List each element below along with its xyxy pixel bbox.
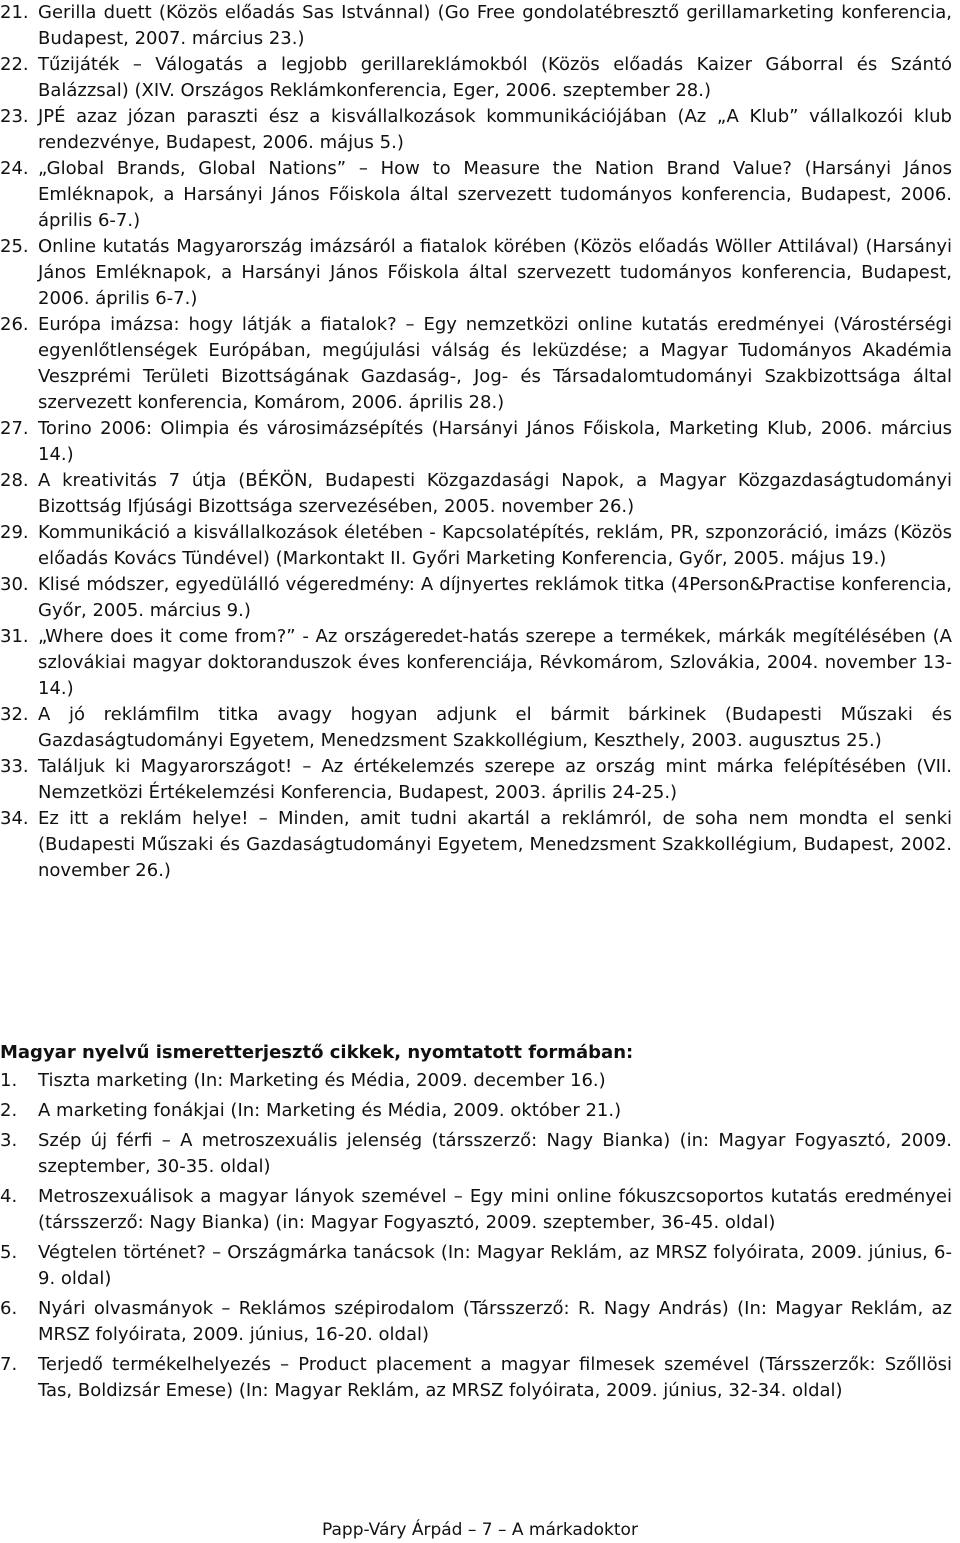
item-text: Nyári olvasmányok – Reklámos szépirodalom (Társszerző: R. Nagy András) (In: Magyar Reklám, az MRSZ folyóirata, 2009. június, 16-20. oldal) [38,1298,952,1345]
item-number: 23. [0,106,29,127]
item-number: 27. [0,418,29,439]
item-number: 30. [0,574,29,595]
item-number: 24. [0,158,29,179]
articles-list [0,1068,956,1408]
list-item [0,468,956,520]
item-text: A kreativitás 7 útja (BÉKÖN, Budapesti Közgazdasági Napok, a Magyar Közgazdaságtudományi Bizottság Ifjúsági Bizottsága szervezésében, 2005. november 26.) [38,470,952,517]
item-number: 29. [0,522,29,543]
item-number: 7. [0,1354,18,1375]
list-item [0,1128,956,1180]
list-item [0,0,956,52]
item-text: „Global Brands, Global Nations” – How to Measure the Nation Brand Value? (Harsányi János Emléknapok, a Harsányi János Főiskola által szervezett tudományos konferencia, Budapest, 2006. április 6-7.) [38,158,952,231]
item-text: Találjuk ki Magyarországot! – Az értékelemzés szerepe az ország mint márka felépítésében (VII. Nemzetközi Értékelemzési Konferencia, Budapest, 2003. április 24-25.) [38,756,952,803]
list-item [0,1098,956,1124]
list-item [0,520,956,572]
item-text: Európa imázsa: hogy látják a fiatalok? – Egy nemzetközi online kutatás eredményei (Várostérségi egyenlőtlenségek Európában, megújulási válság és leküzdése; a Magyar Tudományos Akadémia Veszprémi Területi Bizottságának Gazdaság-, Jog- és Társadalomtudományi Szakbizottsága által szervezett konferencia, Komárom, 2006. április 28.) [38,314,952,413]
list-item [0,754,956,806]
list-item [0,1352,956,1404]
page-footer: Papp-Váry Árpád – 7 – A márkadoktor [322,1520,638,1540]
list-item [0,1240,956,1292]
item-number: 5. [0,1242,18,1263]
item-text: Terjedő termékelhelyezés – Product placement a magyar filmesek szemével (Társszerzők: Szőllösi Tas, Boldizsár Emese) (In: Magyar Reklám, az MRSZ folyóirata, 2009. június, 32-34. oldal) [38,1354,952,1401]
item-number: 33. [0,756,29,777]
section-heading: Magyar nyelvű ismeretterjesztő cikkek, nyomtatott formában: [0,1042,634,1063]
item-text: Tiszta marketing (In: Marketing és Média, 2009. december 16.) [38,1070,606,1091]
item-text: A marketing fonákjai (In: Marketing és Média, 2009. október 21.) [38,1100,622,1121]
list-item [0,104,956,156]
item-number: 2. [0,1100,18,1121]
list-item [0,1184,956,1236]
item-number: 1. [0,1070,18,1091]
item-number: 34. [0,808,29,829]
item-text: Torino 2006: Olimpia és városimázsépítés (Harsányi János Főiskola, Marketing Klub, 2006. március 14.) [38,418,952,465]
list-item [0,416,956,468]
item-text: Metroszexuálisok a magyar lányok szemével – Egy mini online fókuszcsoportos kutatás eredményei (társszerző: Nagy Bianka) (in: Magyar Fogyasztó, 2009. szeptember, 36-45. oldal) [38,1186,952,1233]
item-text: Ez itt a reklám helye! – Minden, amit tudni akartál a reklámról, de soha nem mondta el senki (Budapesti Műszaki és Gazdaságtudományi Egyetem, Menedzsment Szakkollégium, Budapest, 2002. november 26.) [38,808,952,881]
item-text: Tűzijáték – Válogatás a legjobb gerillareklámokból (Közös előadás Kaizer Gáborral és Szántó Balázzsal) (XIV. Országos Reklámkonferencia, Eger, 2006. szeptember 28.) [38,54,952,101]
list-item [0,702,956,754]
item-number: 31. [0,626,29,647]
item-text: „Where does it come from?” - Az országeredet-hatás szerepe a termékek, márkák megítélésében (A szlovákiai magyar doktoranduszok éves konferenciája, Révkomárom, Szlovákia, 2004. november 13-14.) [38,626,952,699]
list-item [0,1296,956,1348]
item-text: Kommunikáció a kisvállalkozások életében - Kapcsolatépítés, reklám, PR, szponzoráció, imázs (Közös előadás Kovács Tündével) (Markontakt II. Győri Marketing Konferencia, Győr, 2005. május 19.) [38,522,952,569]
list-item [0,234,956,312]
item-text: Szép új férfi – A metroszexuális jelenség (társszerző: Nagy Bianka) (in: Magyar Fogyasztó, 2009. szeptember, 30-35. oldal) [38,1130,952,1177]
list-item [0,312,956,416]
item-number: 28. [0,470,29,491]
item-text: Végtelen történet? – Országmárka tanácsok (In: Magyar Reklám, az MRSZ folyóirata, 2009. június, 6-9. oldal) [38,1242,952,1289]
item-text: Klisé módszer, egyedülálló végeredmény: A díjnyertes reklámok titka (4Person&Practise konferencia, Győr, 2005. március 9.) [38,574,952,621]
item-number: 6. [0,1298,18,1319]
list-item [0,156,956,234]
item-number: 26. [0,314,29,335]
item-number: 32. [0,704,29,725]
item-text: Gerilla duett (Közös előadás Sas Istvánnal) (Go Free gondolatébresztő gerillamarketing konferencia, Budapest, 2007. március 23.) [38,2,952,49]
item-number: 3. [0,1130,18,1151]
item-number: 25. [0,236,29,257]
list-item [0,572,956,624]
list-item [0,806,956,884]
list-item [0,52,956,104]
item-number: 21. [0,2,29,23]
item-number: 22. [0,54,29,75]
item-text: Online kutatás Magyarország imázsáról a fiatalok körében (Közös előadás Wöller Attilával) (Harsányi János Emléknapok, a Harsányi János Főiskola által szervezett tudományos konferencia, Budapest, 2006. április 6-7.) [38,236,952,309]
item-text: JPÉ azaz józan paraszti ész a kisvállalkozások kommunikációjában (Az „A Klub” vállalkozói klub rendezvénye, Budapest, 2006. május 5.) [38,106,952,153]
item-text: A jó reklámfilm titka avagy hogyan adjunk el bármit bárkinek (Budapesti Műszaki és Gazdaságtudományi Egyetem, Menedzsment Szakkollégium, Keszthely, 2003. augusztus 25.) [38,704,952,751]
list-item [0,624,956,702]
item-number: 4. [0,1186,18,1207]
list-item [0,1068,956,1094]
